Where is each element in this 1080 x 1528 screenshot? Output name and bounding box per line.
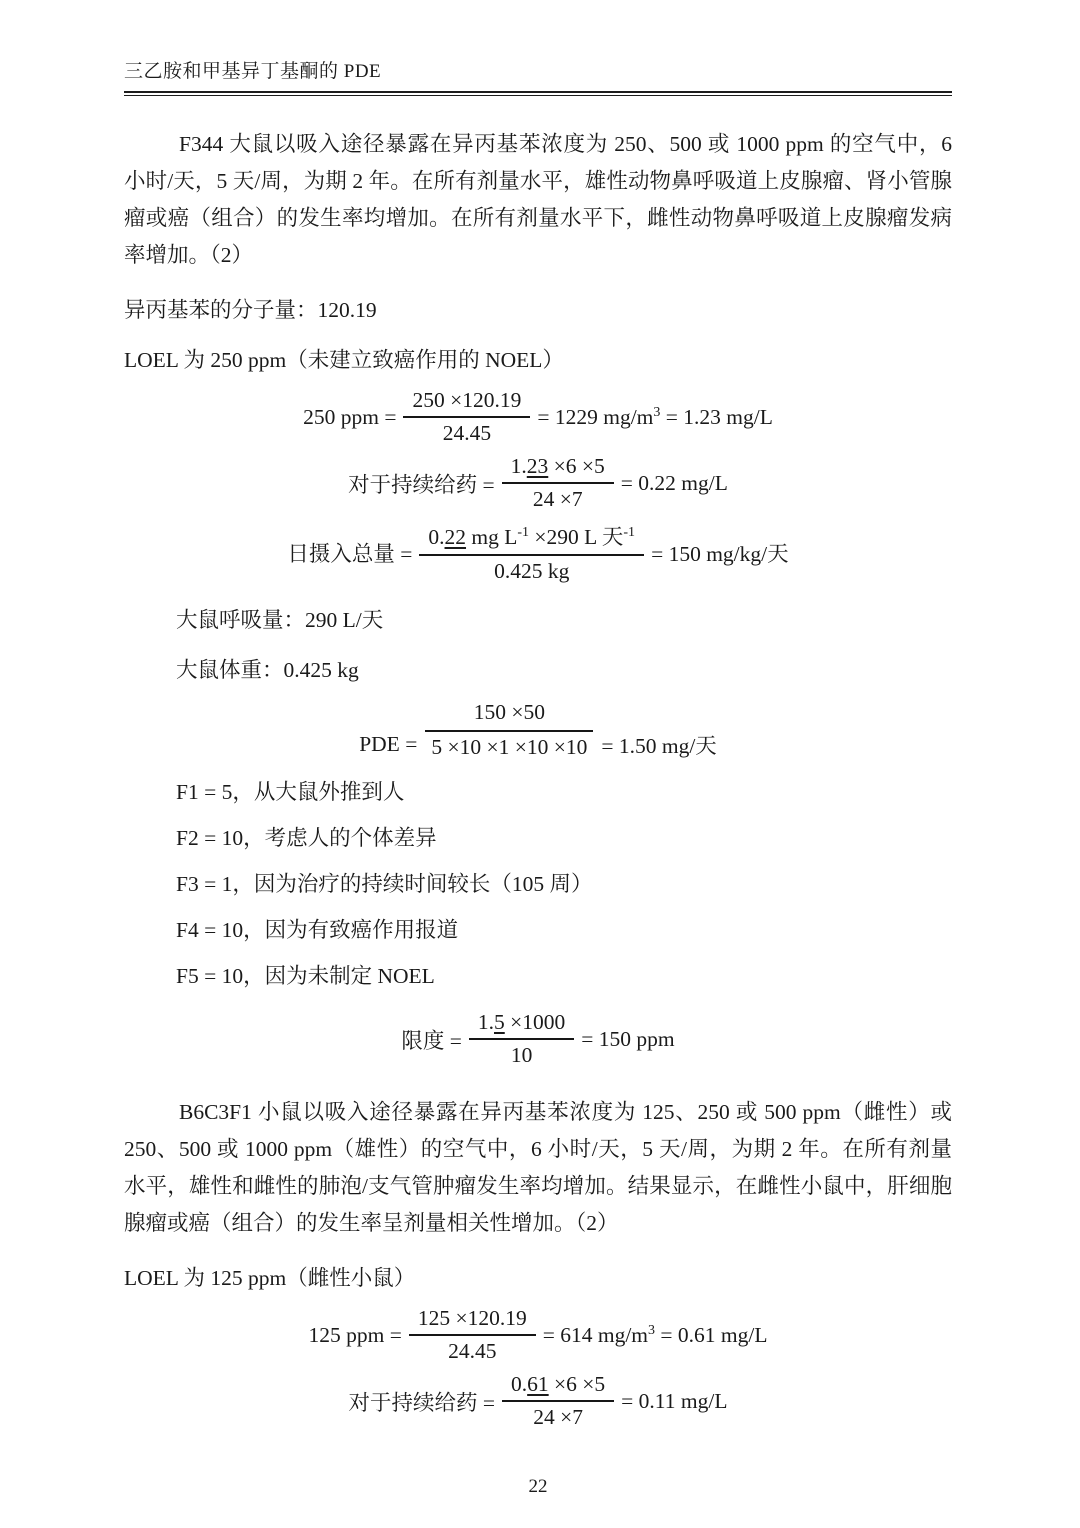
loel-line-250ppm: LOEL 为 250 ppm（未建立致癌作用的 NOEL）	[124, 348, 564, 372]
superscript-minus1: -1	[623, 525, 636, 540]
formula-rhs: = 150 ppm	[581, 1026, 675, 1051]
formula-lhs: 限度 =	[401, 1028, 462, 1053]
fraction-denominator: 24 ×7	[532, 487, 583, 511]
fraction	[502, 1372, 614, 1430]
formula-continuous-dosing-2	[124, 1372, 952, 1430]
paragraph-b6c3f1-mouse-study: B6C3F1 小鼠以吸入途径暴露在异丙基苯浓度为 125、250 或 500 ppm（雌性）或 250、500 或 1000 ppm（雄性）的空气中，6 小时/天，5 天/周，为期 2 年。在所有剂量水平，雄性和雌性的肺泡/支气管肿瘤发生率均增加。结果显示，在雌性小鼠中，肝细胞腺瘤或癌（组合）的发生率呈剂量相关性增加。（2）	[124, 1100, 952, 1235]
modifying-factors-list	[124, 778, 952, 990]
fraction-numerator: 250 ×120.19	[403, 388, 530, 418]
factor-f1-line: F1 = 5，从大鼠外推到人	[176, 780, 405, 804]
formula-rhs: = 1229 $mg/m^3 = 1.23$ mg/L	[537, 404, 773, 429]
pde-lhs: PDE =	[359, 732, 418, 756]
fraction	[409, 1306, 536, 1364]
formula-lhs: 对于持续给药 =	[348, 472, 495, 497]
formula-rhs: = 150 mg/kg/天	[651, 541, 789, 566]
rat-body-weight-line: 大鼠体重：0.425 kg	[176, 658, 359, 682]
header-divider-rule	[124, 91, 952, 96]
formula-pde	[124, 700, 952, 760]
formula-rhs: = 0.11 mg/L	[621, 1388, 728, 1413]
fraction-numerator: 1.5 ×1000	[469, 1010, 574, 1040]
fraction-denominator: 10	[510, 1043, 533, 1067]
pde-numerator: 150 ×50	[473, 700, 545, 724]
formula-lhs: 对于持续给药 =	[348, 1390, 496, 1415]
page-header-title: 三乙胺和甲基异丁基酮的 PDE	[124, 61, 382, 82]
paragraph-f344-rat-study: F344 大鼠以吸入途径暴露在异丙基苯浓度为 250、500 或 1000 ppm 的空气中，6 小时/天，5 天/周，为期 2 年。在所有剂量水平，雄性动物鼻呼吸道上皮腺瘤、肾小管腺瘤或癌（组合）的发生率均增加。在所有剂量水平下，雌性动物鼻呼吸道上皮腺瘤发病率增加。（2）	[124, 132, 952, 267]
molecular-weight-line: 异丙基苯的分子量：120.19	[124, 298, 377, 322]
formula-lhs: 日摄入总量 =	[287, 541, 413, 566]
factor-f5-line: F5 = 10，因为未制定 NOEL	[176, 964, 435, 988]
formula-limit	[124, 1010, 952, 1068]
underlined-digits: 22	[444, 525, 467, 549]
underlined-digits: 5	[494, 1010, 505, 1034]
factor-f4-line: F4 = 10，因为有致癌作用报道	[176, 918, 459, 942]
fraction-numerator: 125 ×120.19	[409, 1306, 536, 1336]
fraction-denominator: 24.45	[442, 421, 492, 445]
underlined-digits: 23	[526, 454, 549, 478]
formula-rhs: = 614 $mg/m^3 = 0.61$ mg/L	[542, 1322, 768, 1347]
superscript-3: 3	[648, 1322, 656, 1338]
page-number: 22	[528, 1476, 548, 1497]
factor-f2-line: F2 = 10，考虑人的个体差异	[176, 826, 437, 850]
formula-rhs: = 0.22 mg/L	[620, 470, 728, 495]
fraction-denominator: 0.425 kg	[494, 559, 570, 583]
formula-continuous-dosing-1	[124, 454, 952, 512]
formula-125ppm-conversion	[124, 1306, 952, 1364]
fraction-numerator: 0.22 mg $L^{-1} \times 290$ L 天$^{-1}$	[419, 520, 644, 556]
fraction	[502, 454, 614, 512]
pde-denominator: 5 ×10 ×1 ×10 ×10	[425, 730, 593, 760]
fraction-denominator: 24.45	[448, 1339, 497, 1363]
fraction	[469, 1010, 574, 1068]
underlined-digits: 61	[527, 1372, 549, 1396]
fraction	[403, 388, 530, 446]
fraction-numerator: 1.23 ×6 ×5	[502, 454, 614, 484]
rat-respiration-line: 大鼠呼吸量：290 L/天	[176, 608, 384, 632]
pde-rhs: = 1.50 mg/天	[601, 734, 717, 758]
superscript-minus1: -1	[517, 525, 530, 540]
formula-daily-intake	[124, 520, 952, 584]
fraction-numerator: 0.61 ×6 ×5	[502, 1372, 614, 1402]
formula-250ppm-conversion	[124, 388, 952, 446]
factor-f3-line: F3 = 1，因为治疗的持续时间较长（105 周）	[176, 872, 593, 896]
formula-lhs: 125 ppm =	[308, 1322, 402, 1347]
fraction	[419, 520, 644, 584]
formula-lhs: 250 ppm =	[303, 404, 397, 429]
loel-line-125ppm: LOEL 为 125 ppm（雌性小鼠）	[124, 1266, 416, 1290]
fraction-denominator: 24 ×7	[533, 1405, 583, 1429]
superscript-3: 3	[653, 404, 661, 420]
